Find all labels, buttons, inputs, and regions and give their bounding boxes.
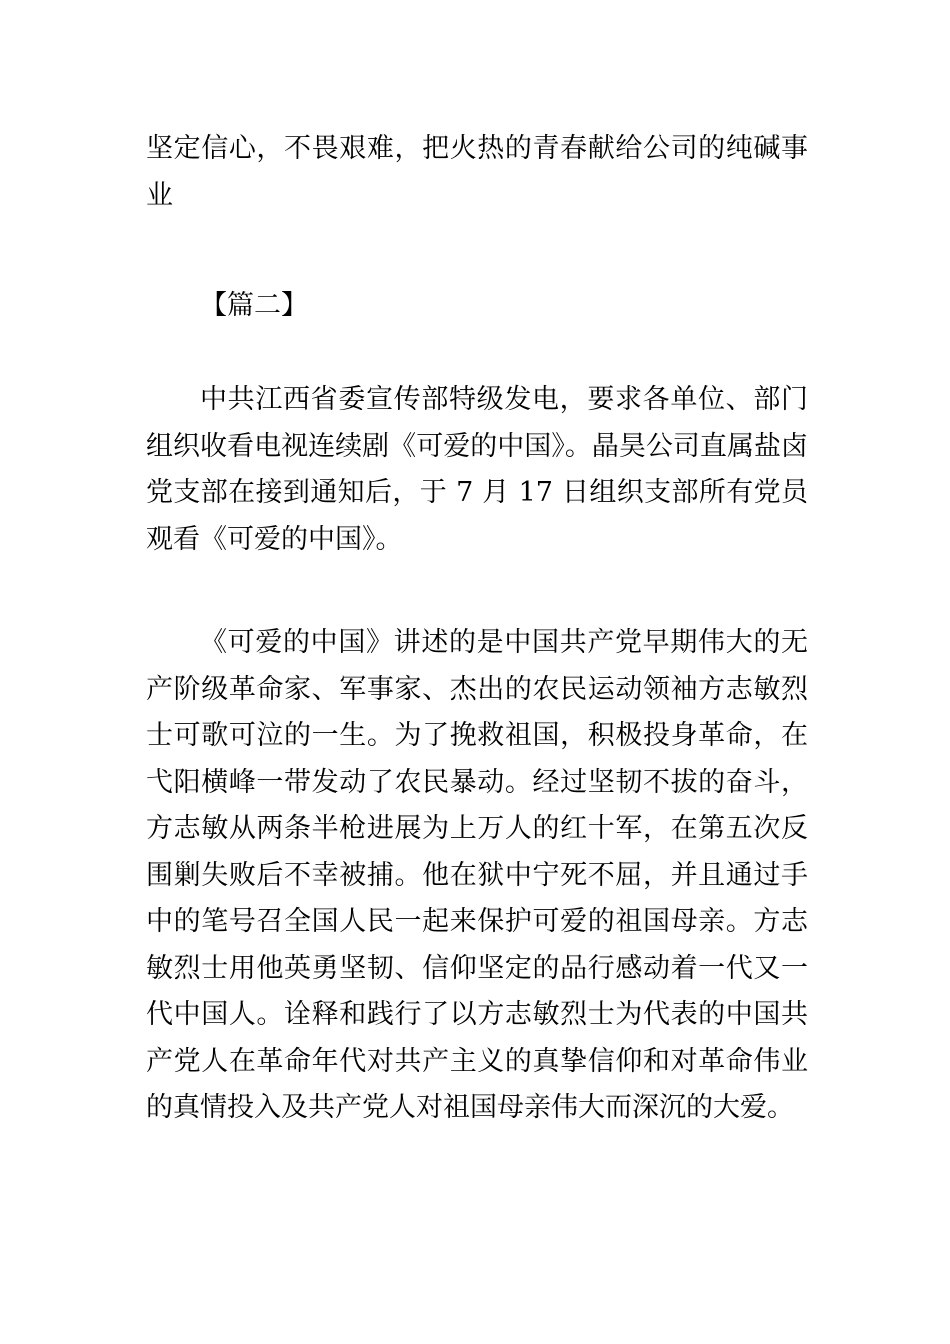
section-heading: 【篇二】 <box>200 290 308 321</box>
paragraph-1: 中共江西省委宣传部特级发电，要求各单位、部门组织收看电视连续剧《可爱的中国》。晶昊公司直属盐卤党支部在接到通知后，于 7 月 17 日组织支部所有党员观看《可爱的中国》。 <box>146 384 808 555</box>
continued-line: 坚定信心，不畏艰难，把火热的青春献给公司的纯碱事业 <box>146 133 808 211</box>
paragraph-2: 《可爱的中国》讲述的是中国共产党早期伟大的无产阶级革命家、军事家、杰出的农民运动领袖方志敏烈士可歌可泣的一生。为了挽救祖国，积极投身革命，在弋阳横峰一带发动了农民暴动。经过坚韧不拔的奋斗，方志敏从两条半枪进展为上万人的红十军，在第五次反围剿失败后不幸被捕。他在狱中宁死不屈，并且通过手中的笔号召全国人民一起来保护可爱的祖国母亲。方志敏烈士用他英勇坚韧、信仰坚定的品行感动着一代又一代中国人。诠释和践行了以方志敏烈士为代表的中国共产党人在革命年代对共产主义的真挚信仰和对革命伟业的真情投入及共产党人对祖国母亲伟大而深沉的大爱。 <box>146 627 808 1123</box>
